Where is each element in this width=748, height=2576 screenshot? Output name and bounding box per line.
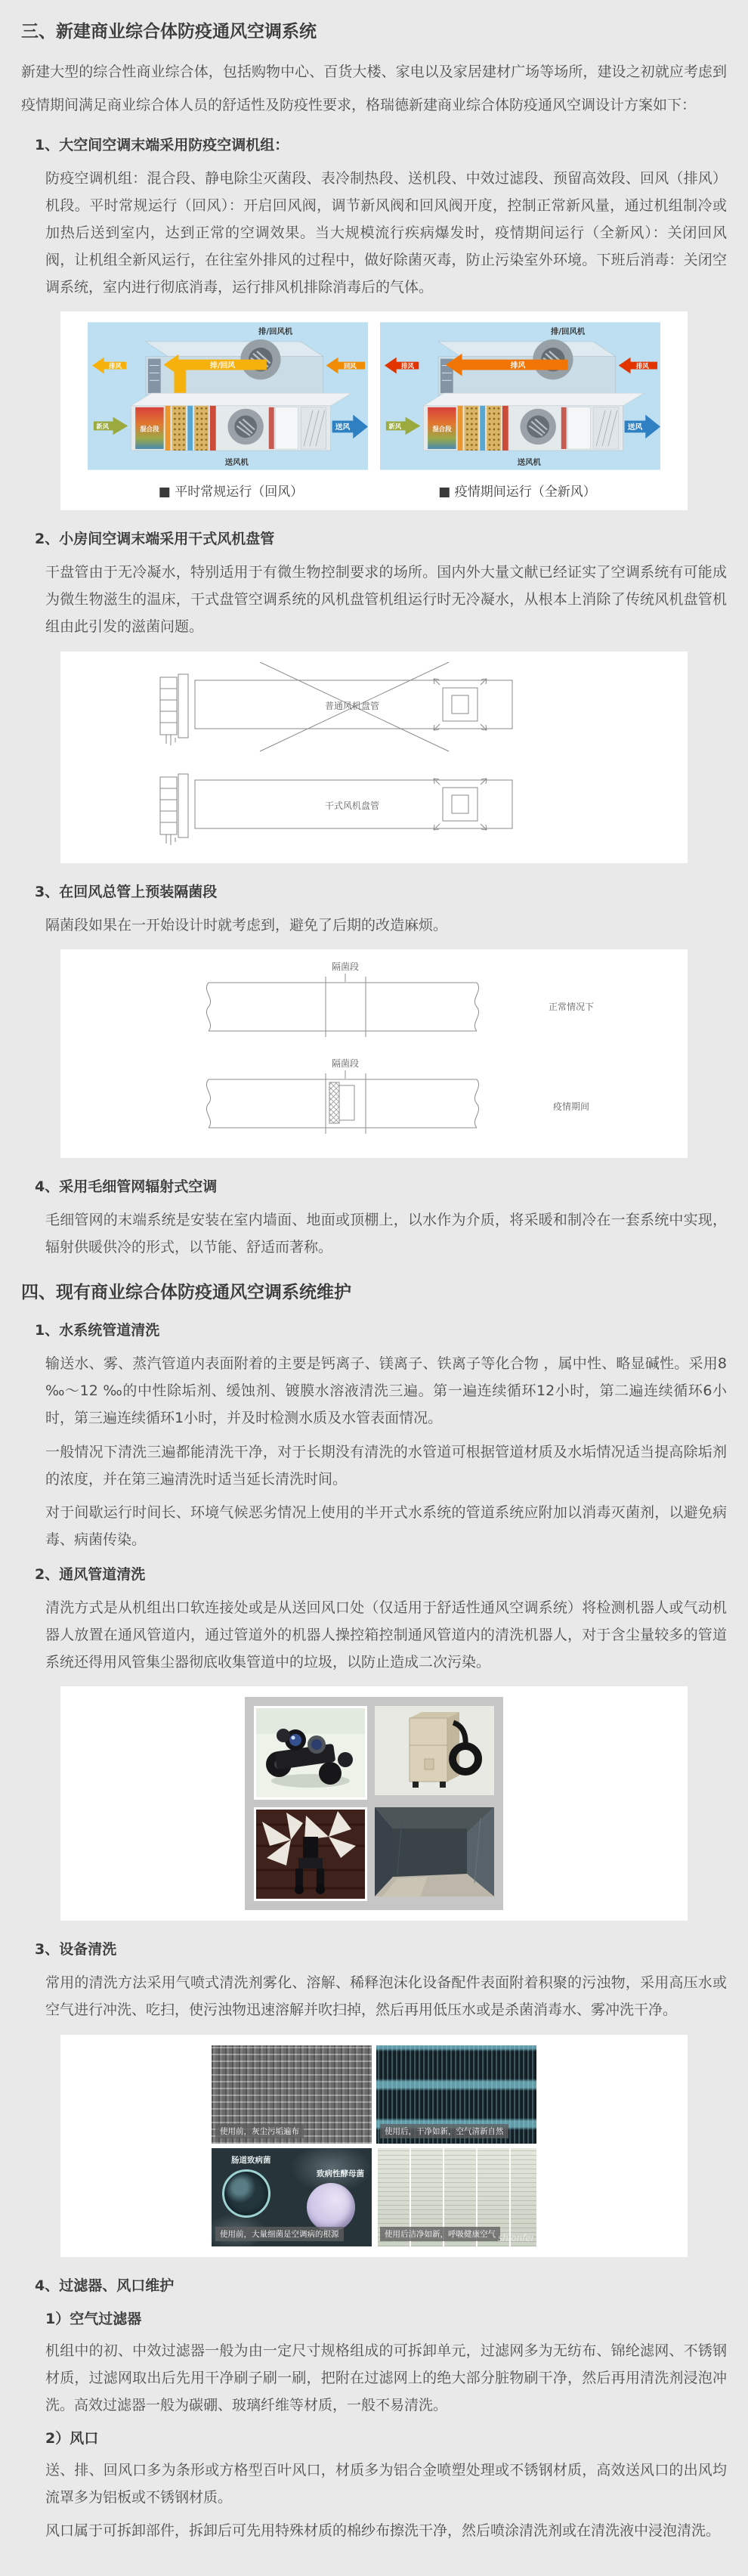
normal-fan-coil-label: 普通风机盘管 <box>324 700 380 711</box>
sec3-item1-title: 1、大空间空调末端采用防疫空调机组： <box>35 136 289 153</box>
ahu-normal-svg <box>88 322 368 470</box>
sec3-item1-body: 防疫空调机组：混合段、静电除尘灭菌段、表冷制热段、送机段、中效过滤段、预留高效段、回风（排风）机段。平时常规运行（回风）：开启回风阀，调节新风阀和回风阀开度，控制正常新风量，通过机组制冷或加热后送到室内，达到正常的空调效果。当大规模流行疾病爆发时，疫情期间运行（全新风）：关闭回风阀，让机组全新风运行，在往室外排风的过程中，做好除菌灭毒，防止污染室外环境。下班后消毒：关闭空调系统，室内进行彻底消毒，运行排风机排除消毒后的气体。 <box>45 169 727 296</box>
top-fan-label: 排/回风机 <box>551 327 586 337</box>
figure-equipment-cleaning-photos <box>60 2035 688 2257</box>
sec4-item2-p1: 清洗方式是从机组出口软连接处或是从送回风口处（仅适用于舒适性通风空调系统）将检测机器人或气动机器人放置在通风管道内，通过管道外的机器人操控箱控制通风管道内的清洗机器人，对于含尘量较多的管道系统还得用风管集尘器彻底收集管道中的垃圾，以防止造成二次污染。 <box>45 1599 727 1671</box>
main-arrow-label: 排风 <box>510 361 526 370</box>
photo-watermark: shionfei <box>497 2232 533 2243</box>
sec4-item1-title: 1、水系统管道清洗 <box>35 1322 160 1339</box>
top-fan-label: 排/回风机 <box>258 327 293 337</box>
supply-arrow-label: 送风 <box>335 423 351 432</box>
return-arrow-label: 回风 <box>343 362 357 370</box>
ahu-diagram-epidemic-mode <box>380 322 660 470</box>
photo-dust-collector <box>375 1706 494 1800</box>
section3-intro: 新建大型的综合性商业综合体，包括购物中心、百货大楼、家电以及家居建材广场等场所，建设之初就应考虑到疫情期间满足商业综合体人员的舒适性及防疫性要求，格瑞德新建商业综合体防疫通风空调设计方案如下： <box>21 63 727 113</box>
supply-fan-label: 送风机 <box>517 457 541 467</box>
ahu-captions <box>88 481 660 500</box>
sec3-item4-body: 毛细管网的末端系统是安装在室内墙面、地面或顶棚上，以水作为介质，将采暖和制冷在一套系统中实现，辐射供暖供冷的形式，以节能、舒适而著称。 <box>45 1211 727 1255</box>
sec4-item4-sub1-p1: 机组中的初、中效过滤器一般为由一定尺寸规格组成的可拆卸单元，过滤网多为无纺布、锦纶滤网、不锈钢材质，过滤网取出后先用干净刷子刷一刷，把附在过滤网上的绝大部分脏物刷干净，然后再用清洗剂浸泡冲洗。高效过滤器一般为碳硼、玻璃纤维等材质，一般不易清洗。 <box>45 2342 727 2413</box>
photo-coil-after <box>376 2045 536 2144</box>
ahu-diagram-normal-mode <box>88 322 368 470</box>
exhaust-arrow-label: 排风 <box>401 362 414 370</box>
photo-cleaning-robot <box>254 1706 367 1800</box>
isolation-segment-svg <box>88 960 660 1147</box>
sec4-item3-title: 3、设备清洗 <box>35 1941 117 1958</box>
caption-coil-before: 使用前，灰尘污垢遍布 <box>215 2124 304 2138</box>
ahu-diagrams-row <box>88 322 660 470</box>
sec4-item2-title: 2、通风管道清洗 <box>35 1565 146 1583</box>
label-bacteria-enteric: 肠道致病菌 <box>231 2155 271 2165</box>
sec4-item4-sub1-title: 1）空气过滤器 <box>45 2310 142 2327</box>
normal-case-label: 正常情况下 <box>548 1001 595 1012</box>
photo-coil-before <box>212 2045 372 2144</box>
isolation-label-top: 隔菌段 <box>331 961 360 972</box>
sec3-item2-title: 2、小房间空调末端采用干式风机盘管 <box>35 531 275 548</box>
sec4-item1-p1: 输送水、雾、蒸汽管道内表面附着的主要是钙离子、镁离子、铁离子等化合物 ，属中性、略显碱性。采用8 ‰～12 ‰的中性除垢剂、缓蚀剂、镀膜水溶液清洗三遍。第一遍连续循环12小时，第二遍连续循环6小时，第三遍连续循环1小时，并及时检测水质及水管表面情况。 <box>45 1355 727 1427</box>
caption-coil-after: 使用后，干净如新，空气清新自然 <box>380 2124 508 2138</box>
sec4-item4-title: 4、过滤器、风口维护 <box>35 2277 175 2294</box>
label-bacteria-yeast: 致病性酵母菌 <box>317 2169 364 2178</box>
sec3-item3-title: 3、在回风总管上预装隔菌段 <box>35 883 218 900</box>
figure-ahu-operation <box>60 311 688 510</box>
sec3-item3-body: 隔菌段如果在一开始设计时就考虑到，避免了后期的改造麻烦。 <box>45 916 448 933</box>
sec3-item4-title: 4、采用毛细管网辐射式空调 <box>35 1178 218 1195</box>
sec3-item2-body: 干盘管由于无冷凝水，特别适用于有微生物控制要求的场所。国内外大量文献已经证实了空调系统有可能成为微生物滋生的温床，干式盘管空调系统的风机盘管机组运行时无冷凝水，从根本上消除了传统风机盘管机组由此引发的滋菌问题。 <box>45 564 727 636</box>
sec4-item1-p2: 一般情况下清洗三遍都能清洗干净，对于长期没有清洗的水管道可根据管道材质及水垢情况适当提高除垢剂的浓度，并在第三遍清洗时适当延长清洗时间。 <box>45 1443 727 1488</box>
mix-section-label: 混合段 <box>140 425 159 433</box>
sec4-item1-p3: 对于间歇运行时间长、环境气候恶劣情况上使用的半开式水系统的管道系统应附加以消毒灭菌剂，以避免病毒、病菌传染。 <box>45 1503 727 1548</box>
caption-filter-after: 使用后洁净如新，呼吸健康空气 <box>380 2227 500 2241</box>
exhaust-arrow-label: 排风 <box>109 362 122 370</box>
figure-duct-cleaning-photos <box>60 1686 688 1921</box>
supply-arrow-label: 送风 <box>627 423 643 432</box>
fresh-air-arrow-label: 新风 <box>96 423 110 431</box>
sec4-item4-sub2-title: 2）风口 <box>45 2430 99 2448</box>
section4-heading: 四、现有商业综合体防疫通风空调系统维护 <box>21 1282 351 1302</box>
mix-section-label: 混合段 <box>432 425 452 433</box>
figure-isolation-segment-drawing <box>60 949 688 1158</box>
duct-photo-grid-wrap <box>88 1697 660 1910</box>
dry-fan-coil-label: 干式风机盘管 <box>324 800 380 811</box>
caption-bacteria-before: 使用前，大量细菌是空调病的根源 <box>215 2227 344 2241</box>
epidemic-case-label: 疫情期间 <box>552 1101 590 1112</box>
ahu-epidemic-svg <box>380 322 660 470</box>
caption-epidemic-mode: ■ 疫情期间运行（全新风） <box>438 485 596 500</box>
bacteria-circle-1 <box>222 2169 270 2218</box>
photo-duct-interior <box>375 1807 494 1901</box>
photo-bacteria-before <box>212 2148 372 2246</box>
exhaust-arrow-right-label: 排风 <box>635 362 649 370</box>
sec4-item4-sub2-p1: 送、排、回风口多为条形或方格型百叶风口，材质多为铝合金喷塑处理或不锈钢材质，高效送风口的出风均流罩多为铝板或不锈钢材质。 <box>45 2462 727 2506</box>
coil-photo-grid <box>88 2045 660 2246</box>
duct-photo-grid <box>245 1697 503 1910</box>
figure-fan-coil-drawing <box>60 652 688 863</box>
fresh-air-arrow-label: 新风 <box>388 423 402 431</box>
sec4-item3-p1: 常用的清洗方法采用气喷式清洗剂雾化、溶解、稀释泡沫化设备配件表面附着积聚的污浊物，采用高压水或空气进行冲洗、吃扫，使污浊物迅速溶解并吹扫掉，然后再用低压水或是杀菌消毒水、雾冲洗干净。 <box>45 1974 727 2019</box>
photo-duct-brush <box>254 1807 367 1901</box>
sec4-item4-sub2-p2: 风口属于可拆卸部件，拆卸后可先用特殊材质的棉纱布擦洗干净，然后喷涂清洗剂或在清洗液中浸泡清洗。 <box>45 2522 721 2540</box>
supply-fan-label: 送风机 <box>224 457 249 467</box>
section3-heading: 三、新建商业综合体防疫通风空调系统 <box>21 22 317 42</box>
main-arrow-label: 排/回风 <box>209 361 236 370</box>
fan-coil-svg <box>88 662 660 853</box>
bacteria-circle-2 <box>307 2183 355 2231</box>
caption-normal-mode: ■ 平时常规运行（回风） <box>158 485 304 500</box>
isolation-label-bottom: 隔菌段 <box>331 1057 360 1069</box>
photo-filter-after <box>376 2148 536 2246</box>
